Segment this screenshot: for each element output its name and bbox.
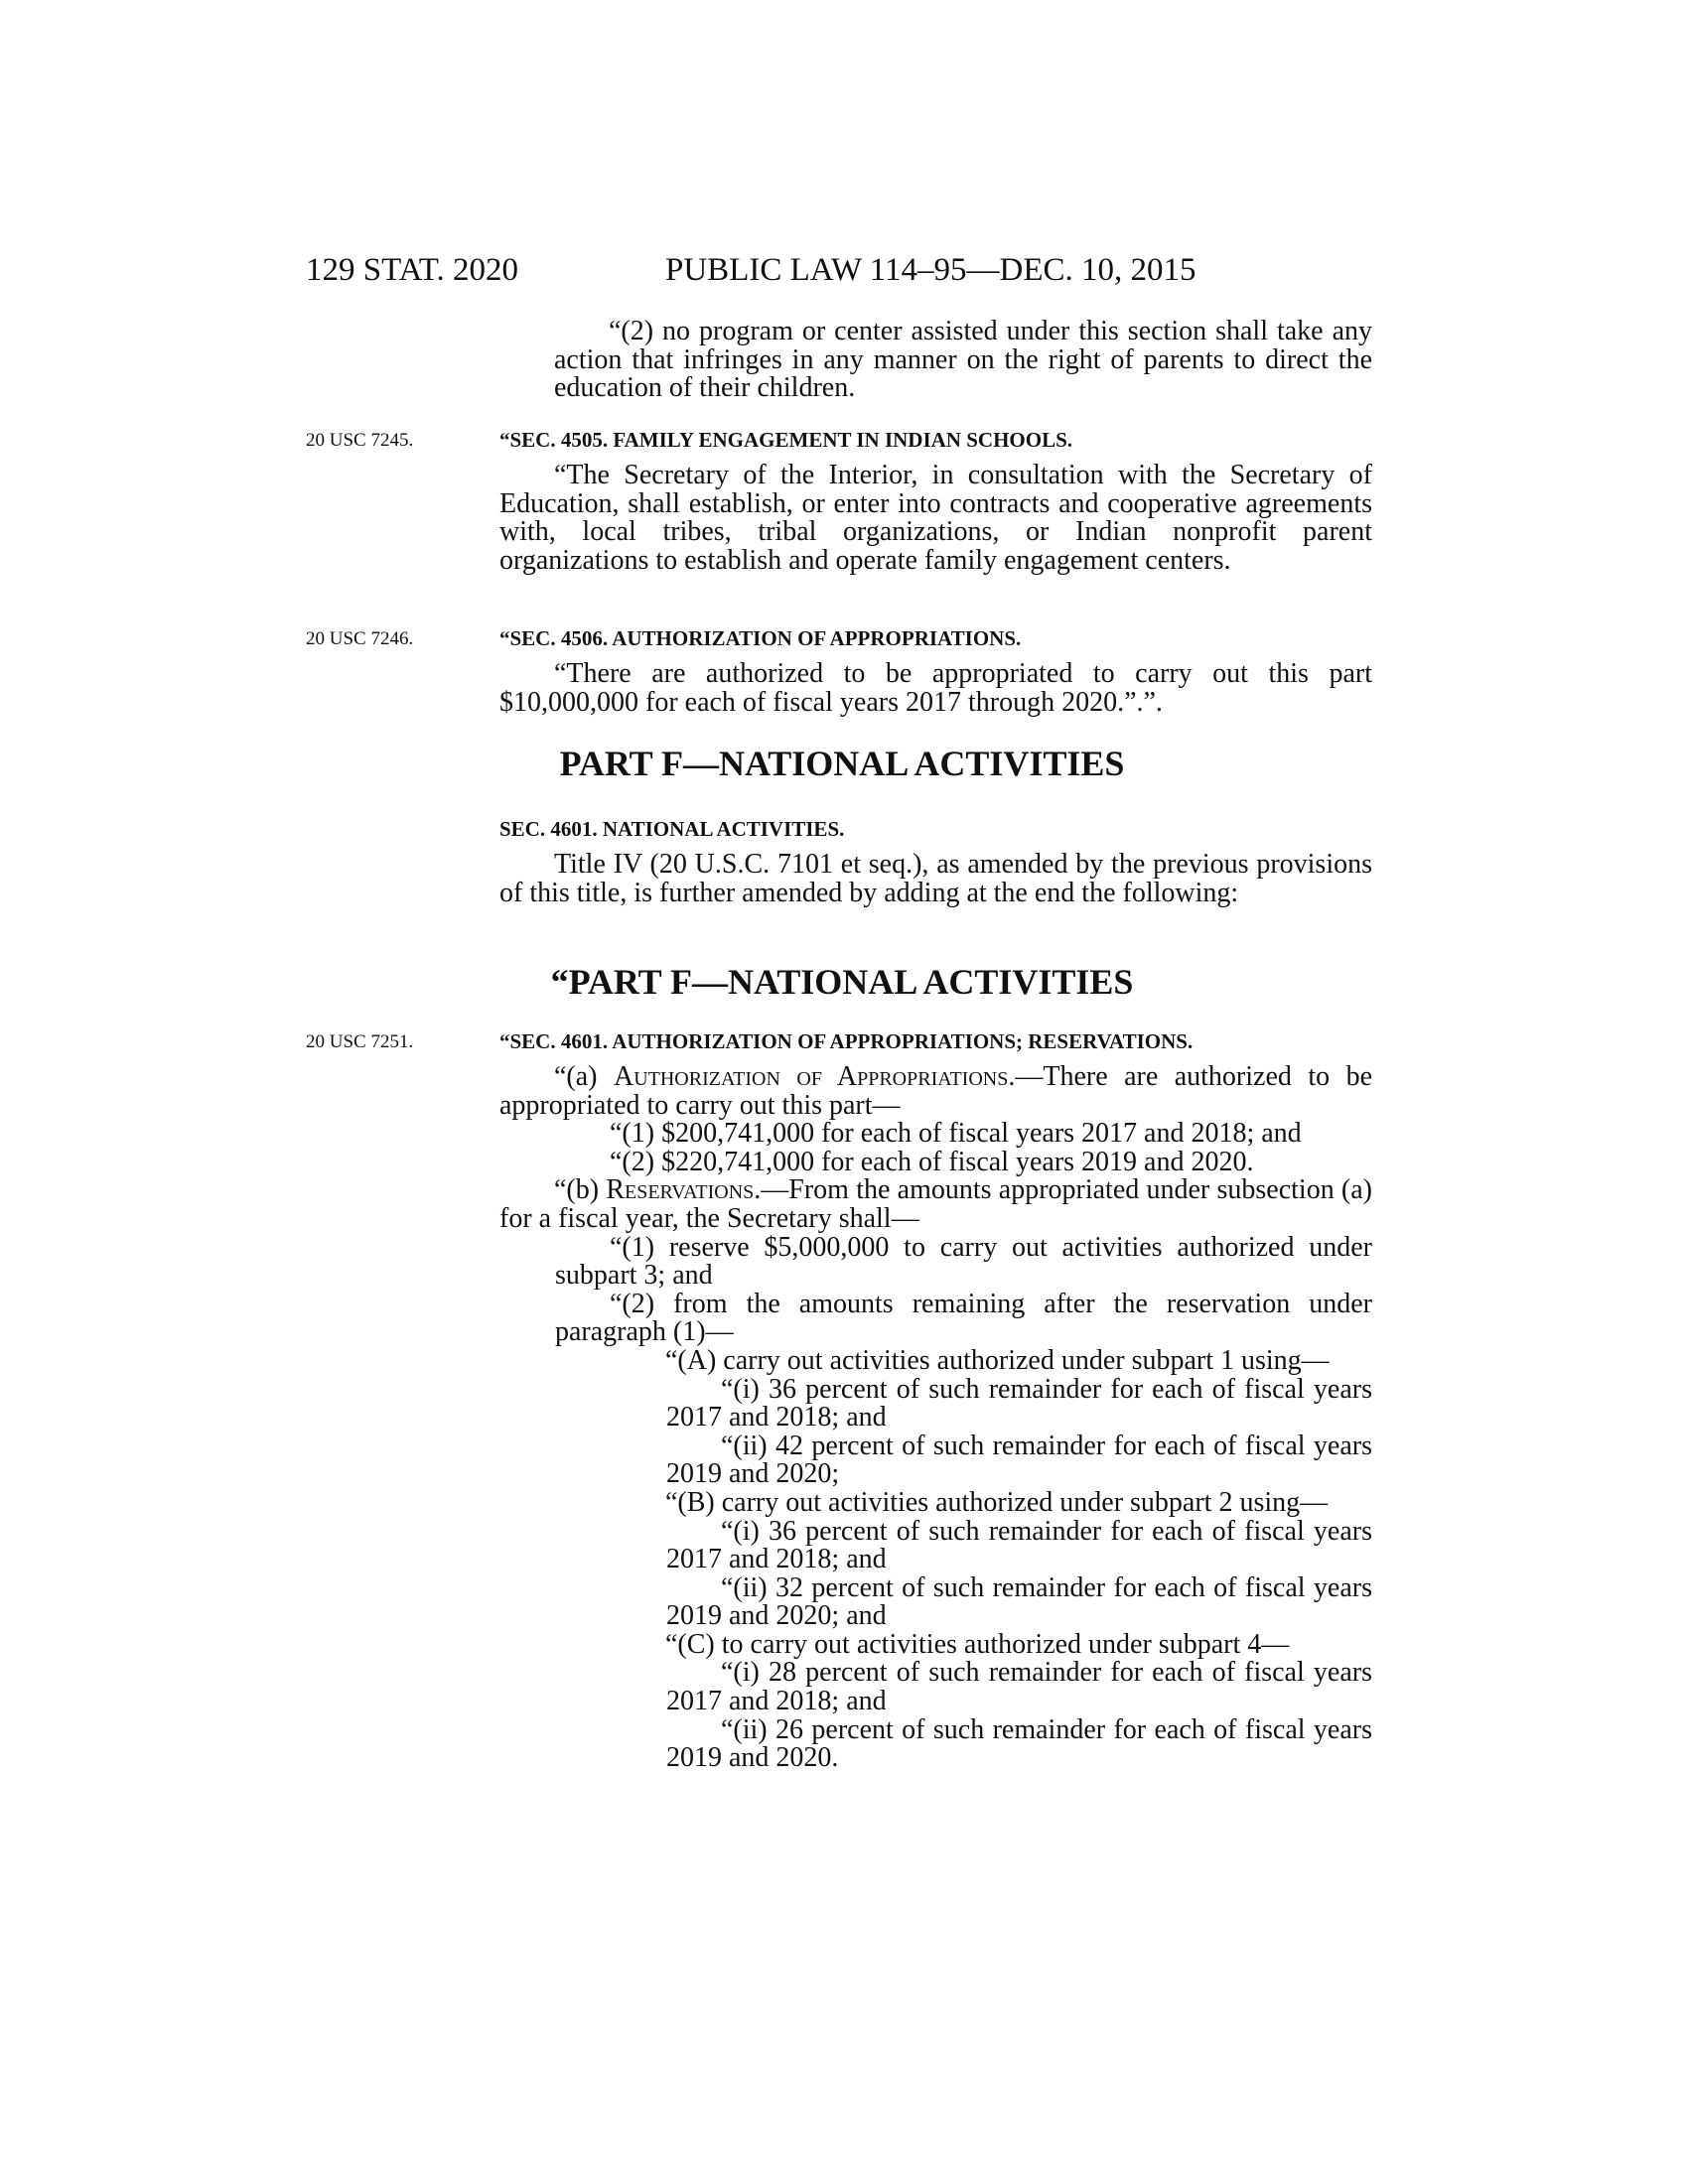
public-law-title: PUBLIC LAW 114–95—DEC. 10, 2015 (665, 252, 1196, 288)
section-4601-amendment-text: Title IV (20 U.S.C. 7101 et seq.), as amended by the previous provisions of this title, is further amended by adding at the end the following: (499, 849, 1372, 908)
subsection-a (499, 1063, 1372, 1120)
section-4505-text: “The Secretary of the Interior, in consultation with the Secretary of Education, shall establish, or enter into contracts and cooperative agreements with, local tribes, tribal organizations, or Indian nonprofit parent organizations to establish and operate family engagement centers. (499, 460, 1372, 576)
clause-b2-B-i: “(i) 36 percent of such remainder for each of fiscal years 2017 and 2018; and (666, 1515, 1372, 1575)
margin-citation-7246: 20 USC 7246. (306, 628, 414, 649)
section-4505-heading: “SEC. 4505. FAMILY ENGAGEMENT IN INDIAN SCHOOLS. (499, 428, 1073, 452)
section-4601-provisions (499, 1063, 1372, 1773)
paragraph-b1: “(1) reserve $5,000,000 to carry out activities authorized under subpart 3; and (555, 1231, 1372, 1292)
paragraph-2-no-program: “(2) no program or center assisted under this section shall take any action that infringes in any manner on the right of parents to direct the education of their children. (554, 316, 1372, 404)
subparagraph-b2-C: “(C) to carry out activities authorized under subpart 4— (665, 1628, 1290, 1660)
clause-b2-A-i: “(i) 36 percent of such remainder for each of fiscal years 2017 and 2018; and (666, 1373, 1372, 1433)
continuation-paragraph (554, 318, 1372, 403)
clause-b2-C-i: “(i) 28 percent of such remainder for each of fiscal years 2017 and 2018; and (666, 1657, 1372, 1717)
quoted-part-f-heading: “PART F—NATIONAL ACTIVITIES (550, 962, 1134, 1002)
subparagraph-b2-B: “(B) carry out activities authorized under subpart 2 using— (665, 1486, 1329, 1518)
clause-b2-C-ii: “(ii) 26 percent of such remainder for each of fiscal years 2019 and 2020. (666, 1713, 1372, 1774)
section-4506-body (499, 660, 1372, 717)
statute-page-number: 129 STAT. 2020 (306, 252, 519, 288)
subsection-a-lead: “(a) (554, 1061, 614, 1092)
subsection-a-text: .—There are authorized to be appropriated to carry out this part— (499, 1061, 1372, 1121)
section-4506-heading: “SEC. 4506. AUTHORIZATION OF APPROPRIATIONS. (499, 626, 1022, 650)
paragraph-a1: “(1) $200,741,000 for each of fiscal years 2017 and 2018; and (610, 1118, 1302, 1150)
subparagraph-b2-A: “(A) carry out activities authorized under subpart 1 using— (665, 1344, 1330, 1376)
subsection-b-caption: Reservations (606, 1174, 755, 1206)
section-4505-body (499, 462, 1372, 575)
paragraph-b2: “(2) from the amounts remaining after the reservation under paragraph (1)— (555, 1288, 1372, 1348)
subsection-b (499, 1176, 1372, 1233)
page-header (306, 250, 1378, 290)
margin-citation-7251: 20 USC 7251. (306, 1031, 414, 1052)
clause-b2-B-ii: “(ii) 32 percent of such remainder for each of fiscal years 2019 and 2020; and (666, 1571, 1372, 1632)
subsection-a-caption: Authorization of Appropriations (613, 1061, 1009, 1092)
part-f-heading: PART F—NATIONAL ACTIVITIES (559, 744, 1125, 783)
section-4601-national-activities-heading: SEC. 4601. NATIONAL ACTIVITIES. (499, 817, 845, 841)
section-4506-text: “There are authorized to be appropriated to carry out this part $10,000,000 for each of fiscal years 2017 through 2020.”.”. (499, 658, 1372, 718)
margin-citation-7245: 20 USC 7245. (306, 430, 414, 451)
clause-b2-A-ii: “(ii) 42 percent of such remainder for each of fiscal years 2019 and 2020; (666, 1430, 1372, 1490)
quoted-section-4601-heading: “SEC. 4601. AUTHORIZATION OF APPROPRIATIONS; RESERVATIONS. (499, 1029, 1194, 1053)
subsection-b-text: .—From the amounts appropriated under subsection (a) for a fiscal year, the Secretary shall— (499, 1174, 1373, 1234)
subsection-b-lead: “(b) (554, 1174, 607, 1206)
paragraph-a2: “(2) $220,741,000 for each of fiscal years 2019 and 2020. (610, 1146, 1254, 1177)
section-4601-amendment-body (499, 851, 1372, 907)
